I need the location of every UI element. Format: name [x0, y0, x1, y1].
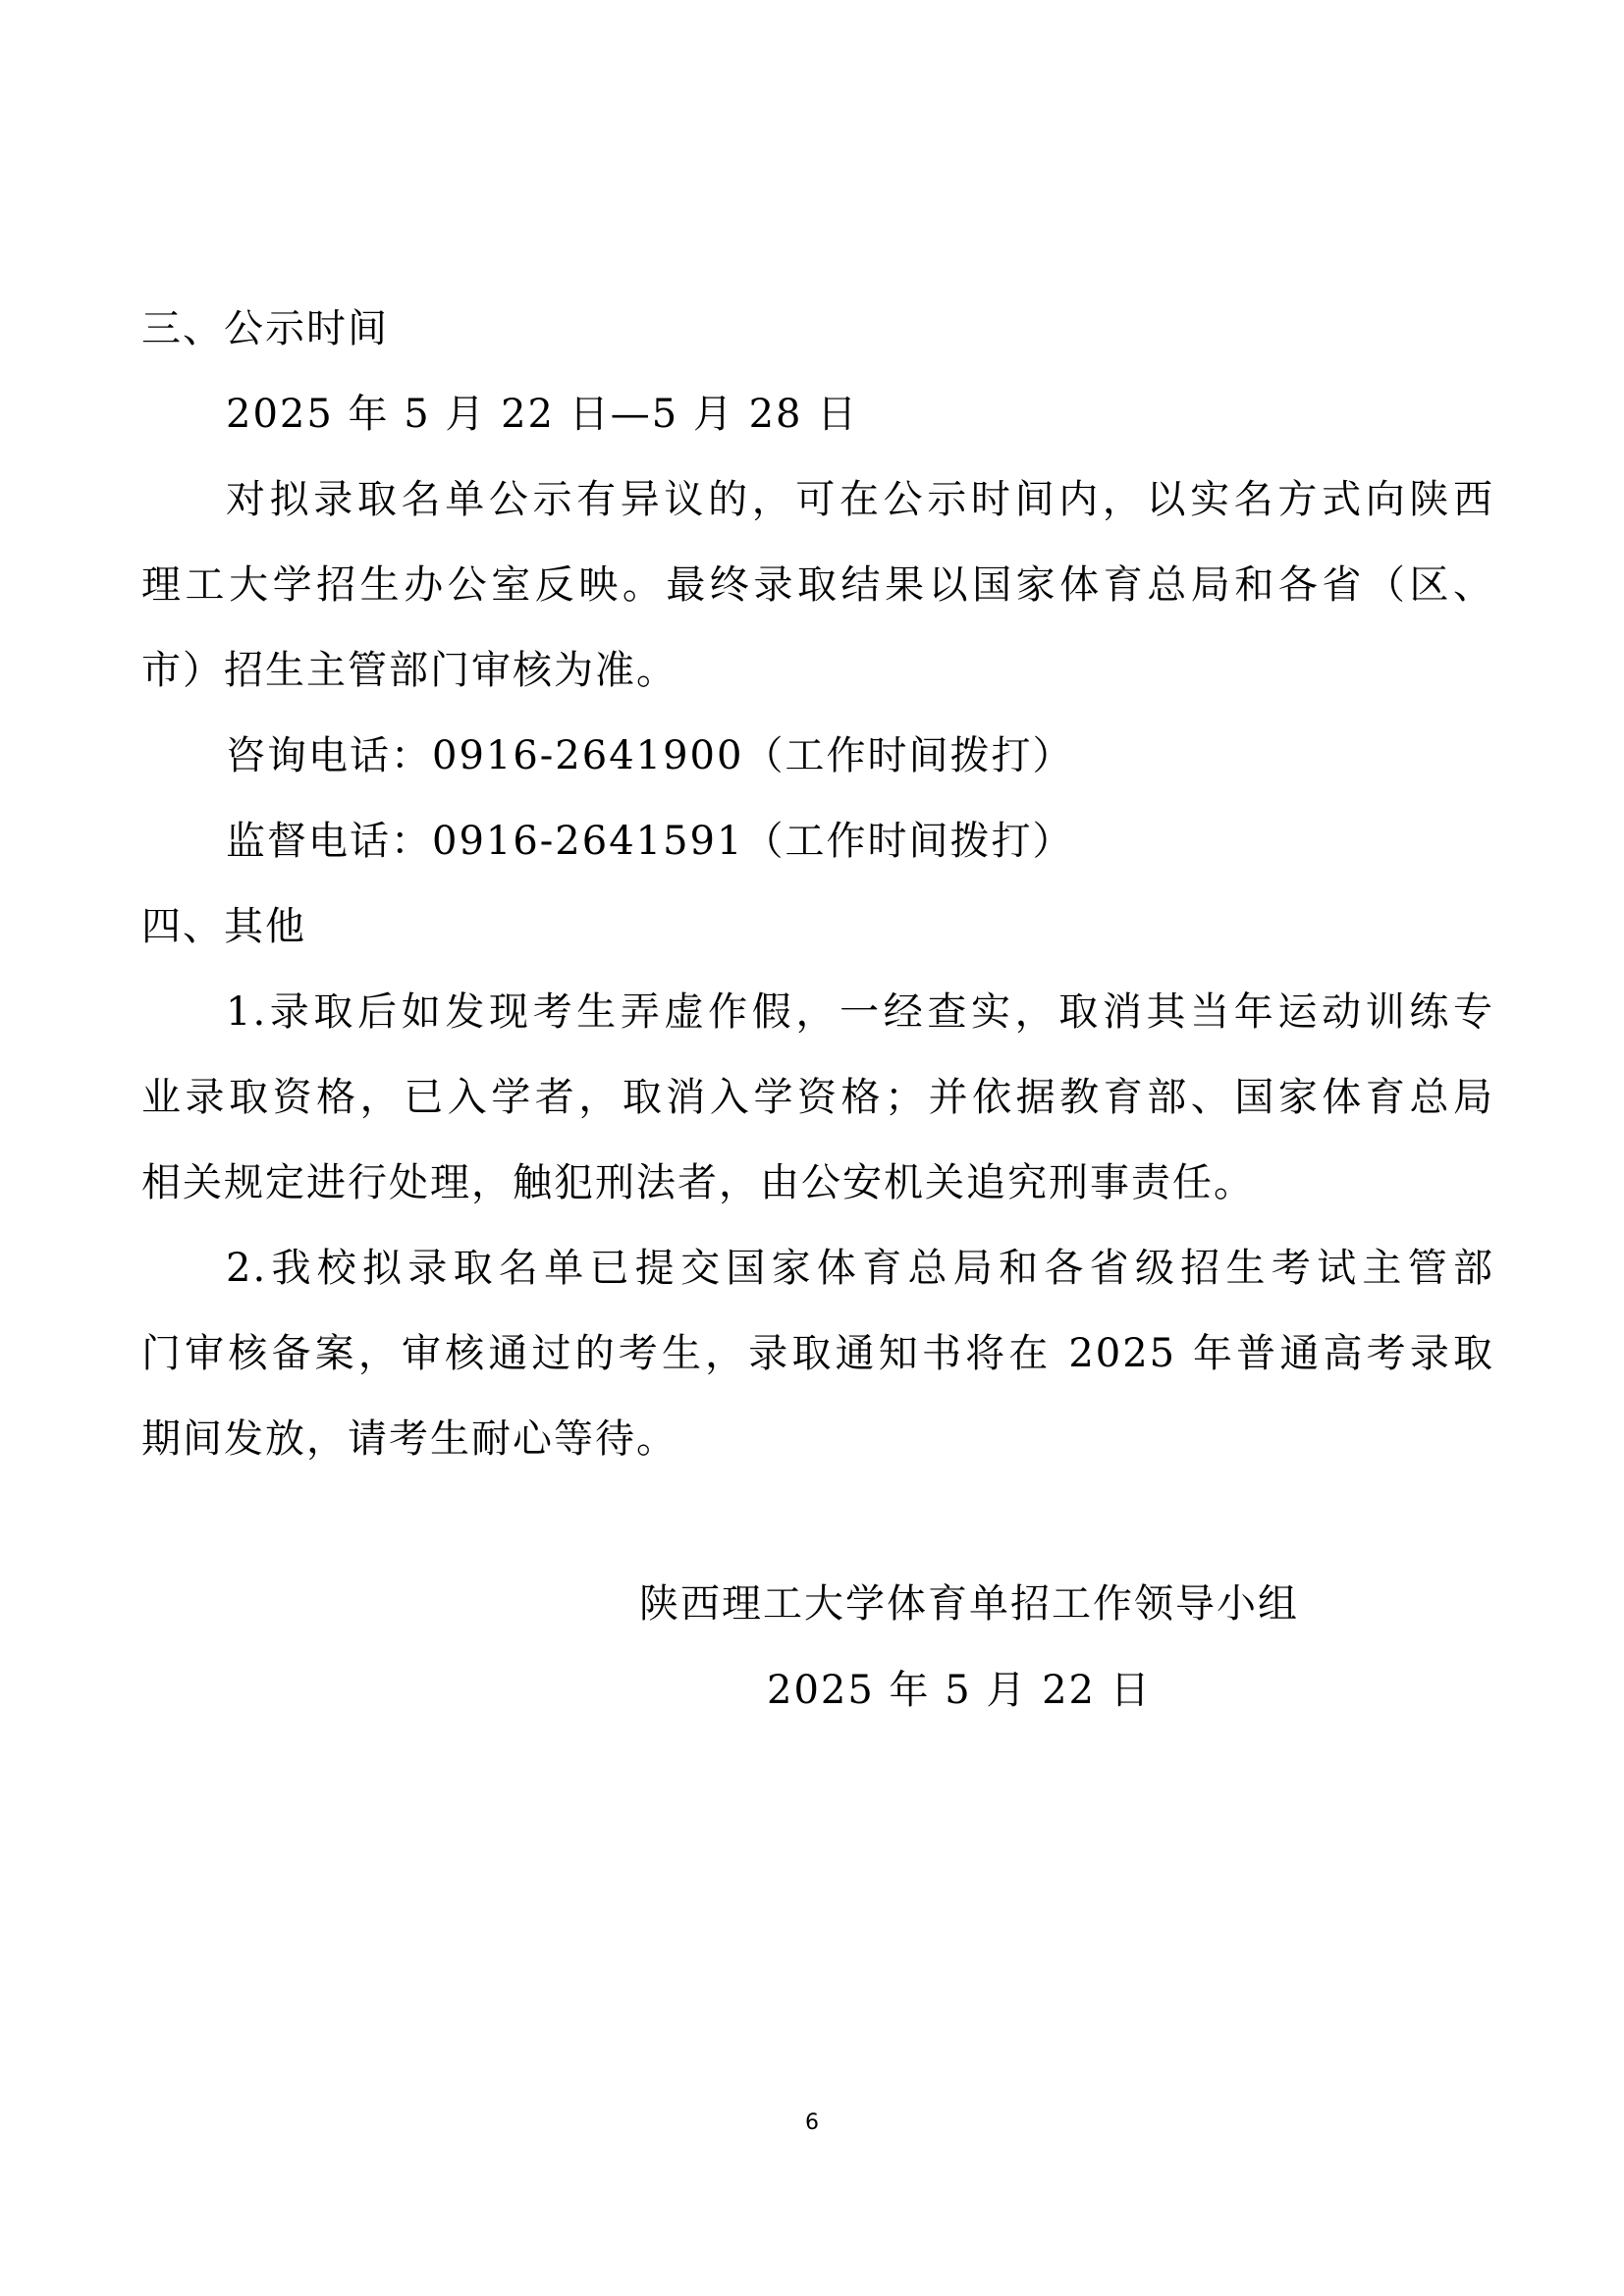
- item-1-line-3: 相关规定进行处理，触犯刑法者，由公安机关追究刑事责任。: [141, 1160, 1255, 1205]
- section-3-heading: 三、公示时间: [141, 306, 389, 351]
- objection-paragraph-line-2: 理工大学招生办公室反映。最终录取结果以国家体育总局和各省（区、: [141, 562, 1494, 608]
- item-2-line-1: 2.我校拟录取名单已提交国家体育总局和各省级招生考试主管部: [226, 1246, 1494, 1291]
- consult-phone: 咨询电话：0916-2641900（工作时间拨打）: [226, 733, 1074, 778]
- signature-organization: 陕西理工大学体育单招工作领导小组: [639, 1581, 1299, 1627]
- item-2-line-2: 门审核备案，审核通过的考生，录取通知书将在 2025 年普通高考录取: [141, 1331, 1494, 1376]
- section-4-heading: 四、其他: [141, 904, 306, 949]
- signature-date: 2025 年 5 月 22 日: [767, 1668, 1152, 1713]
- document-body: [141, 287, 1494, 1482]
- item-2-line-3: 期间发放，请考生耐心等待。: [141, 1416, 677, 1462]
- objection-paragraph-line-3: 市）招生主管部门审核为准。: [141, 648, 677, 693]
- item-1-line-2: 业录取资格，已入学者，取消入学资格；并依据教育部、国家体育总局: [141, 1075, 1494, 1120]
- objection-paragraph-line-1: 对拟录取名单公示有异议的，可在公示时间内，以实名方式向陕西: [226, 477, 1494, 522]
- publicity-date-range: 2025 年 5 月 22 日—5 月 28 日: [226, 392, 859, 437]
- page-number: 6: [805, 2110, 819, 2135]
- supervise-phone: 监督电话：0916-2641591（工作时间拨打）: [226, 819, 1074, 864]
- item-1-line-1: 1.录取后如发现考生弄虚作假，一经查实，取消其当年运动训练专: [226, 989, 1494, 1035]
